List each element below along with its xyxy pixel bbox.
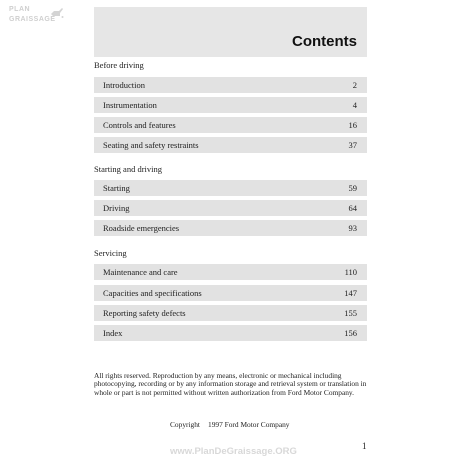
toc-entry-index[interactable]	[94, 325, 367, 341]
toc-entry-label: Introduction	[103, 80, 146, 90]
watermark-logo	[3, 3, 63, 25]
watermark-url: www.PlanDeGraissage.ORG	[170, 446, 297, 457]
toc-entry-label: Maintenance and care	[103, 267, 178, 277]
toc-entry-page: 156	[344, 328, 357, 338]
section-title-starting-and-driving: Starting and driving	[94, 164, 162, 174]
toc-entry-label: Seating and safety restraints	[103, 140, 199, 150]
toc-entry-page: 37	[348, 140, 357, 150]
toc-entry-page: 155	[344, 308, 357, 318]
toc-entry-label: Roadside emergencies	[103, 223, 180, 233]
toc-entry-page: 2	[352, 80, 357, 90]
page-number: 1	[362, 441, 367, 451]
toc-entry-page: 16	[348, 120, 357, 130]
toc-entry-label: Driving	[103, 203, 130, 213]
contents-header	[94, 7, 367, 57]
legal-notice: All rights reserved. Reproduction by any means, electronic or mechanical including photocopying, recording or by any information storage and retrieval system or translation in whole or part is not permitted without written authorization from Ford Motor Company.	[94, 371, 367, 397]
toc-entry-page: 64	[348, 203, 357, 213]
toc-entry-roadside-emergencies[interactable]	[94, 220, 367, 236]
section-title-servicing: Servicing	[94, 248, 127, 258]
toc-entry-label: Instrumentation	[103, 100, 157, 110]
toc-entry-page: 93	[348, 223, 357, 233]
toc-entry-maintenance-and-care[interactable]	[94, 264, 367, 280]
oil-can-icon	[50, 5, 64, 19]
toc-entry-seating-and-safety-restraints[interactable]	[94, 137, 367, 153]
copyright-label: Copyright	[170, 420, 200, 429]
logo-text-top: PLAN	[9, 6, 31, 13]
toc-entry-reporting-safety-defects[interactable]	[94, 305, 367, 321]
page-title: Contents	[292, 33, 357, 50]
toc-entry-starting[interactable]	[94, 180, 367, 196]
toc-entry-instrumentation[interactable]	[94, 97, 367, 113]
copyright-text: 1997 Ford Motor Company	[208, 420, 290, 429]
toc-entry-controls-and-features[interactable]	[94, 117, 367, 133]
section-title-before-driving: Before driving	[94, 60, 144, 70]
toc-entry-page: 4	[352, 100, 357, 110]
toc-entry-label: Starting	[103, 183, 130, 193]
toc-entry-label: Capacities and specifications	[103, 288, 202, 298]
toc-entry-page: 59	[348, 183, 357, 193]
toc-entry-page: 110	[344, 267, 357, 277]
toc-entry-driving[interactable]	[94, 200, 367, 216]
toc-entry-label: Controls and features	[103, 120, 176, 130]
toc-entry-page: 147	[344, 288, 357, 298]
toc-entry-introduction[interactable]	[94, 77, 367, 93]
toc-entry-label: Index	[103, 328, 123, 338]
logo-text-bottom: GRAISSAGE	[9, 16, 56, 23]
toc-entry-capacities-and-specifications[interactable]	[94, 285, 367, 301]
toc-entry-label: Reporting safety defects	[103, 308, 186, 318]
